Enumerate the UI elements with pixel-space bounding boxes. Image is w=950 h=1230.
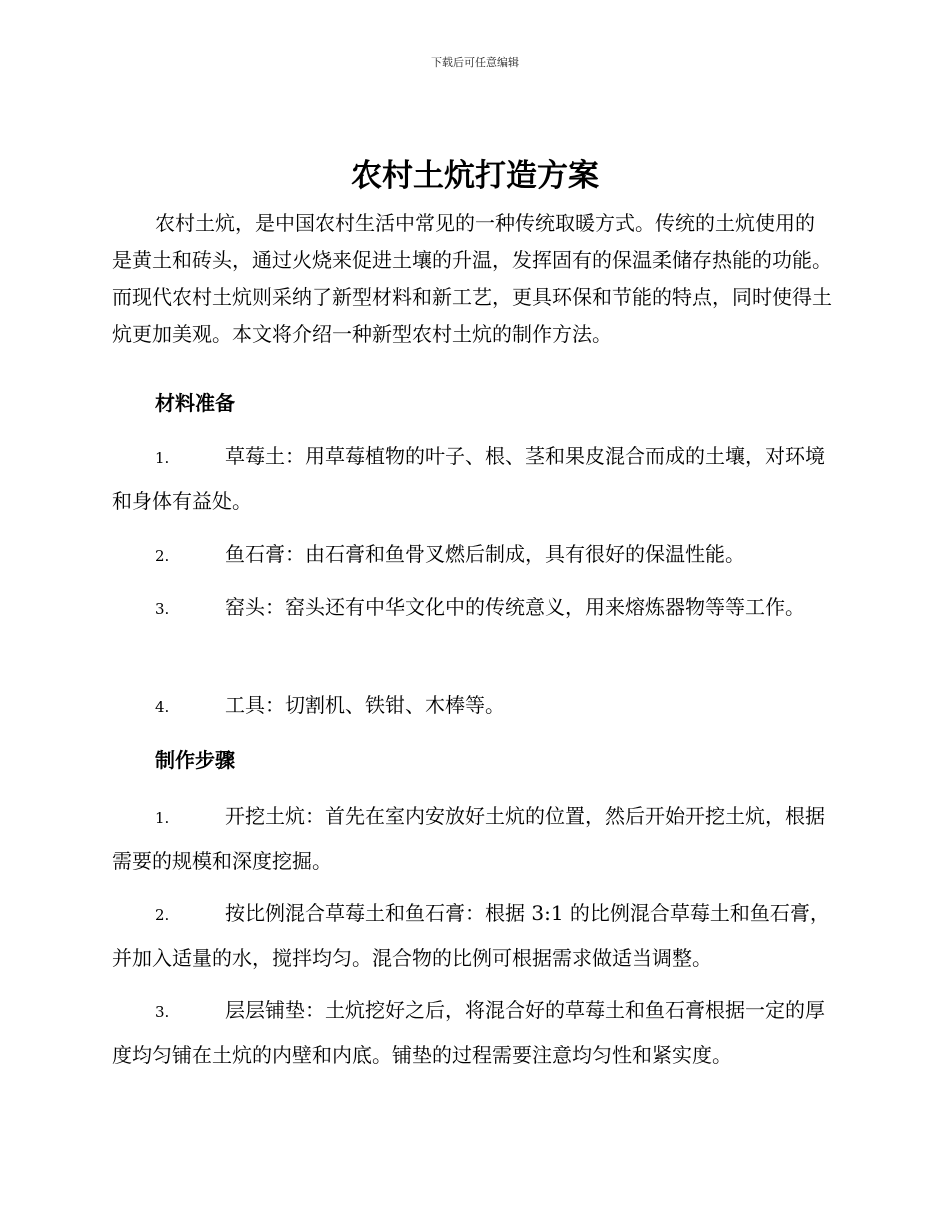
list-item-text: 草莓土：用草莓植物的叶子、根、茎和果皮混合而成的土壤，对环境和身体有益处。 [112, 444, 825, 513]
steps-list-item [112, 989, 832, 1077]
list-item-text: 工具：切割机、铁钳、木棒等。 [225, 693, 505, 717]
intro-paragraph: 农村土炕，是中国农村生活中常见的一种传统取暖方式。传统的土炕使用的是黄土和砖头，通过火烧来促进土壤的升温，发挥固有的保温柔储存热能的功能。而现代农村土炕则采纳了新型材料和新工艺，更具环保和节能的特点，同时使得土炕更加美观。本文将介绍一种新型农村土炕的制作方法。 [112, 211, 832, 346]
list-item-number: 3. [155, 600, 170, 618]
materials-list-item [112, 435, 832, 523]
steps-list-item [112, 892, 832, 980]
list-item-number: 1. [155, 449, 170, 467]
list-item-number: 1. [155, 809, 170, 827]
list-item-text: 窑头：窑头还有中华文化中的传统意义，用来熔炼器物等等工作。 [225, 595, 805, 619]
list-item-text: 按比例混合草莓土和鱼石膏：根据 3:1 的比例混合草莓土和鱼石膏，并加入适量的水，搅拌均匀。混合物的比例可根据需求做适当调整。 [112, 901, 830, 970]
page-header-note: 下载后可任意编辑 [431, 56, 519, 69]
list-item-number: 4. [155, 698, 170, 716]
materials-list-item [112, 533, 832, 578]
materials-list-item [112, 684, 832, 729]
list-item-number: 2. [155, 547, 170, 565]
list-item-text: 开挖土炕：首先在室内安放好土炕的位置，然后开始开挖土炕，根据需要的规模和深度挖掘。 [112, 804, 825, 873]
materials-list-item [112, 586, 832, 631]
section-heading-steps: 制作步骤 [155, 748, 235, 772]
list-item-number: 3. [155, 1003, 170, 1021]
list-item-number: 2. [155, 906, 170, 924]
list-item-text: 层层铺垫：土炕挖好之后，将混合好的草莓土和鱼石膏根据一定的厚度均匀铺在土炕的内壁和内底。铺垫的过程需要注意均匀性和紧实度。 [112, 998, 825, 1067]
steps-list-item [112, 795, 832, 883]
section-heading-materials: 材料准备 [155, 391, 235, 415]
list-item-text: 鱼石膏：由石膏和鱼骨叉燃后制成，具有很好的保温性能。 [225, 542, 745, 566]
document-title: 农村土炕打造方案 [351, 158, 599, 194]
